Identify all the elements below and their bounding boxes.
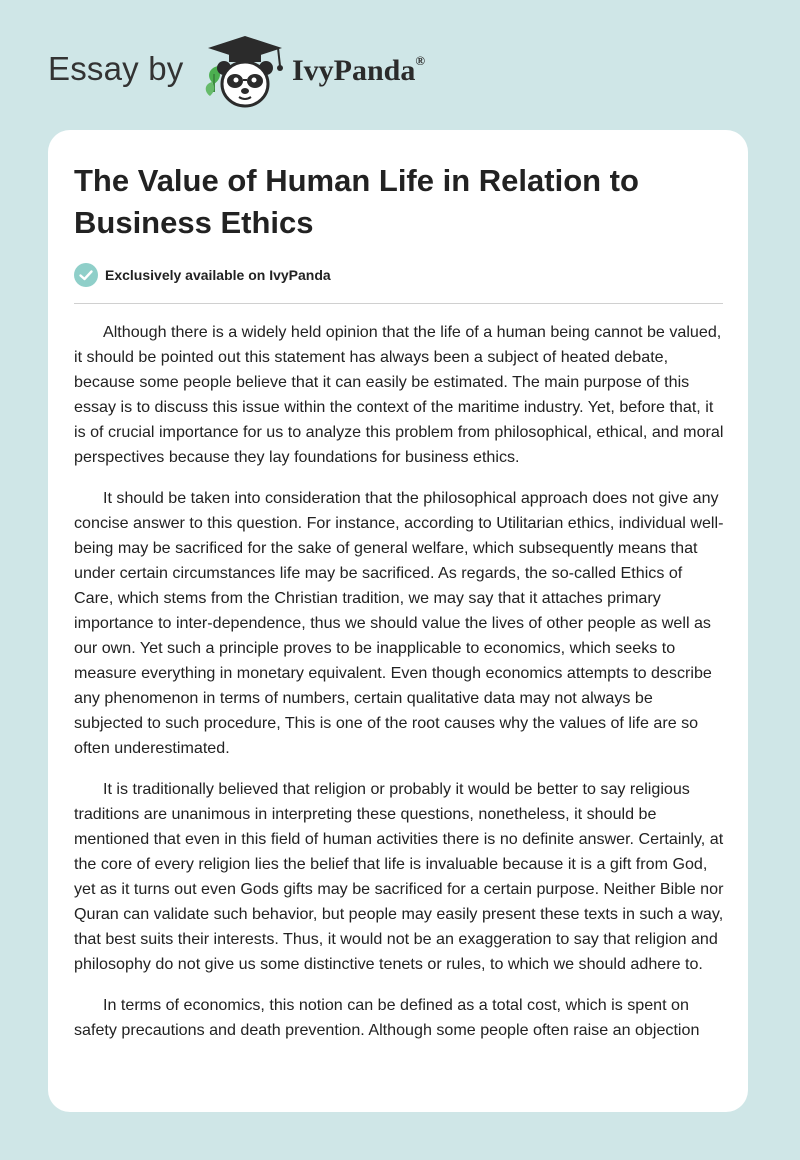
essay-paragraph: It should be taken into consideration that the philosophical approach does not give any concise answer to this question. For instance, according to Utilitarian ethics, individual well-being may be sacrificed for the sake of general welfare, which subsequently means that under certain circumstances life may be sacrificed. As regards, the so-called Ethics of Care, which stems from the Christian tradition, we may say that it attaches primary importance to inter-dependence, thus we should value the lives of other people as well as our own. Yet such a principle proves to be inapplicable to economics, which seeks to measure everything in monetary equivalent. Even though economics attempts to describe any phenomenon in terms of numbers, certain qualitative data may not always be subjected to such procedure, This is one of the root causes why the values of life are so often underestimated. bbox=[74, 489, 724, 757]
essay-title: The Value of Human Life in Relation to Business Ethics bbox=[74, 163, 639, 240]
divider bbox=[74, 303, 723, 304]
essay-by-label: Essay by bbox=[48, 50, 184, 87]
check-circle-icon bbox=[74, 263, 98, 287]
essay-card bbox=[48, 130, 748, 1112]
essay-paragraph: It is traditionally believed that religion or probably it would be better to say religious traditions are unanimous in interpreting these questions, nonetheless, it should be mentioned that even in this field of human activities there is no definite answer. Certainly, at the core of every religion lies the belief that life is invaluable because it is a gift from God, yet as it turns out even Gods gifts may be sacrificed for a certain purpose. Neither Bible nor Quran can validate such behavior, but people may easily present these texts in such a way, that best suits their interests. Thus, it would not be an exaggeration to say that religion and philosophy do not give us some distinctive tenets or rules, to which we should adhere to. bbox=[74, 780, 724, 973]
essay-body bbox=[74, 320, 726, 1059]
exclusive-badge-label: Exclusively available on IvyPanda bbox=[105, 267, 331, 283]
site-header bbox=[48, 32, 508, 112]
essay-paragraph: Although there is a widely held opinion that the life of a human being cannot be valued, it should be pointed out this statement has always been a subject of heated debate, because some people believe that it can easily be estimated. The main purpose of this essay is to discuss this issue within the context of the maritime industry. Yet, before that, it is of crucial importance for us to analyze this problem from philosophical, ethical, and moral perspectives because they lay foundations for business ethics. bbox=[74, 323, 724, 466]
panda-graduate-logo-icon[interactable] bbox=[200, 34, 290, 110]
brand-name[interactable]: IvyPanda® bbox=[292, 53, 426, 87]
exclusive-badge bbox=[74, 262, 474, 288]
essay-paragraph: In terms of economics, this notion can be defined as a total cost, which is spent on safety precautions and death prevention. Although some people often raise an objection bbox=[74, 996, 700, 1039]
